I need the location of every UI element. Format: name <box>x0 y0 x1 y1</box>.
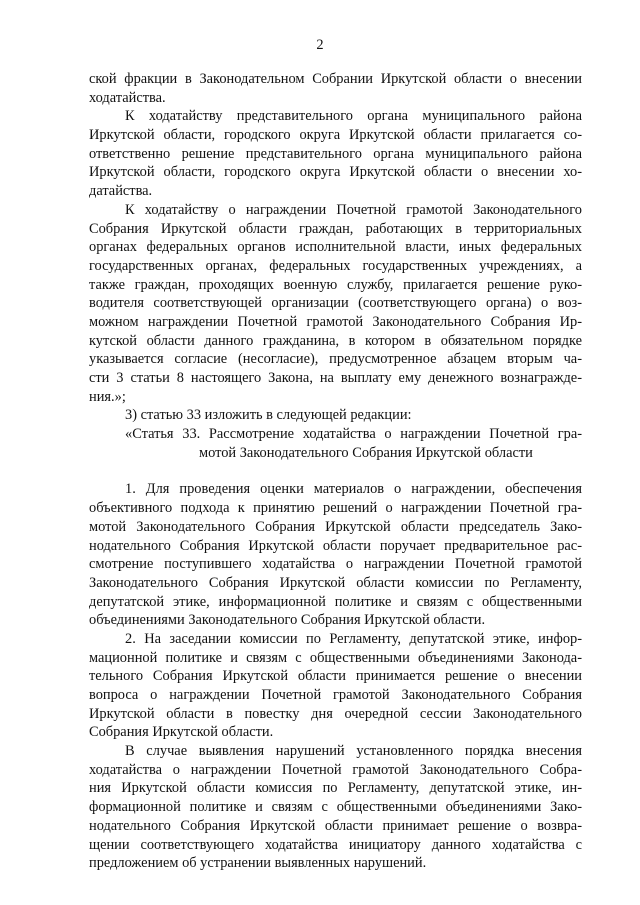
text-line: ния Иркутской области комиссия по Регламенту, депутатской этике, ин- <box>89 780 582 797</box>
text-line: 1. Для проведения оценки материалов о награждении, обеспечения <box>125 481 582 498</box>
text-line: ответственно решение представительного органа муниципального района <box>89 145 582 162</box>
text-line: можном награждении Почетной грамотой Законодательного Собрания Ир- <box>89 313 582 330</box>
text-line: предложением об устранении выявленных нарушений. <box>89 855 427 872</box>
text-line: датайства. <box>89 183 153 200</box>
text-line: Собрания Иркутской области. <box>89 724 274 741</box>
text-line: Законодательного Собрания Иркутской области комиссии по Регламенту, <box>89 574 582 591</box>
paragraph-federal-employees <box>89 201 582 407</box>
article-paragraph-1 <box>89 480 582 630</box>
article-title-line: мотой Законодательного Собрания Иркутской области <box>199 444 533 461</box>
text-line: формационной политике и связям с общественными объединениями Зако- <box>89 799 582 816</box>
text-line: Иркутской области, городского округа Иркутской области прилагается со- <box>89 127 582 144</box>
article-paragraph-2 <box>89 630 582 742</box>
text-line: нодательного Собрания Иркутской области принимает решение о возвра- <box>89 817 582 834</box>
text-line: сти 3 статьи 8 настоящего Закона, на выплату ему денежного вознагражде- <box>89 370 582 386</box>
text-line: ния.»; <box>89 388 126 405</box>
text-line: К ходатайству представительного органа муниципального района <box>125 108 582 125</box>
text-line: указывается согласие (несогласие), предусмотренное абзацем вторым ча- <box>89 351 582 368</box>
article-title <box>89 425 582 462</box>
text-line: нодательного Собрания Иркутской области поручает предварительное рас- <box>89 537 582 554</box>
paragraph-amendment-clause <box>89 406 582 425</box>
text-line: мационной политике и связям с общественными объединениями Законода- <box>89 649 582 666</box>
text-line: К ходатайству о награждении Почетной грамотой Законодательного <box>125 201 582 218</box>
text-line: мотой Законодательного Собрания Иркутской области председатель Зако- <box>89 518 582 535</box>
text-line: кутской области данного гражданина, в котором в обязательном порядке <box>89 332 582 349</box>
text-line: Иркутской области, городского округа Иркутской области о внесении хо- <box>89 164 582 181</box>
text-line: 2. На заседании комиссии по Регламенту, депутатской этике, инфор- <box>125 630 582 647</box>
paragraph-faction-continuation <box>89 70 582 107</box>
text-line: щении соответствующего ходатайства инициатору данного ходатайства с <box>89 836 582 853</box>
text-line: объективного подхода к принятию решений о награждении Почетной гра- <box>89 500 582 517</box>
text-line: также граждан, проходящих военную службу, прилагается решение руко- <box>89 276 582 293</box>
text-line: депутатской этике, информационной политике и связям с общественными <box>89 593 582 610</box>
text-line: 3) статью 33 изложить в следующей редакции: <box>125 407 412 424</box>
text-line: смотрение поступившего ходатайства о награждении Почетной грамотой <box>89 556 582 573</box>
paragraph-municipal-petition <box>89 107 582 200</box>
text-line: объединениями Законодательного Собрания Иркутской области. <box>89 612 486 629</box>
text-line: государственных органах, федеральных государственных учреждениях, а <box>89 257 582 274</box>
text-line: ской фракции в Законодательном Собрании Иркутской области о внесении <box>89 71 582 87</box>
spacer <box>89 462 582 480</box>
text-line: вопроса о награждении Почетной грамотой Законодательного Собрания <box>89 687 582 703</box>
article-paragraph-3 <box>89 742 582 873</box>
text-line: Иркутской области в повестку дня очередной сессии Законодательного <box>89 705 582 722</box>
document-body <box>89 70 582 873</box>
text-line: органах федеральных органов исполнительной власти, иных федеральных <box>89 239 582 256</box>
text-line: ходатайства. <box>89 89 166 106</box>
text-line: В случае выявления нарушений установленного порядка внесения <box>125 743 582 760</box>
text-line: тельного Собрания Иркутской области принимается решение о внесении <box>89 668 582 685</box>
text-line: Собрания Иркутской области граждан, работающих в территориальных <box>89 220 582 237</box>
page-number: 2 <box>316 37 324 53</box>
text-line: ходатайства о награждении Почетной грамотой Законодательного Собра- <box>89 761 582 778</box>
article-title-line: «Статья 33. Рассмотрение ходатайства о награждении Почетной гра- <box>125 426 582 443</box>
text-line: водителя соответствующей организации (соответствующего органа) о воз- <box>89 295 582 312</box>
